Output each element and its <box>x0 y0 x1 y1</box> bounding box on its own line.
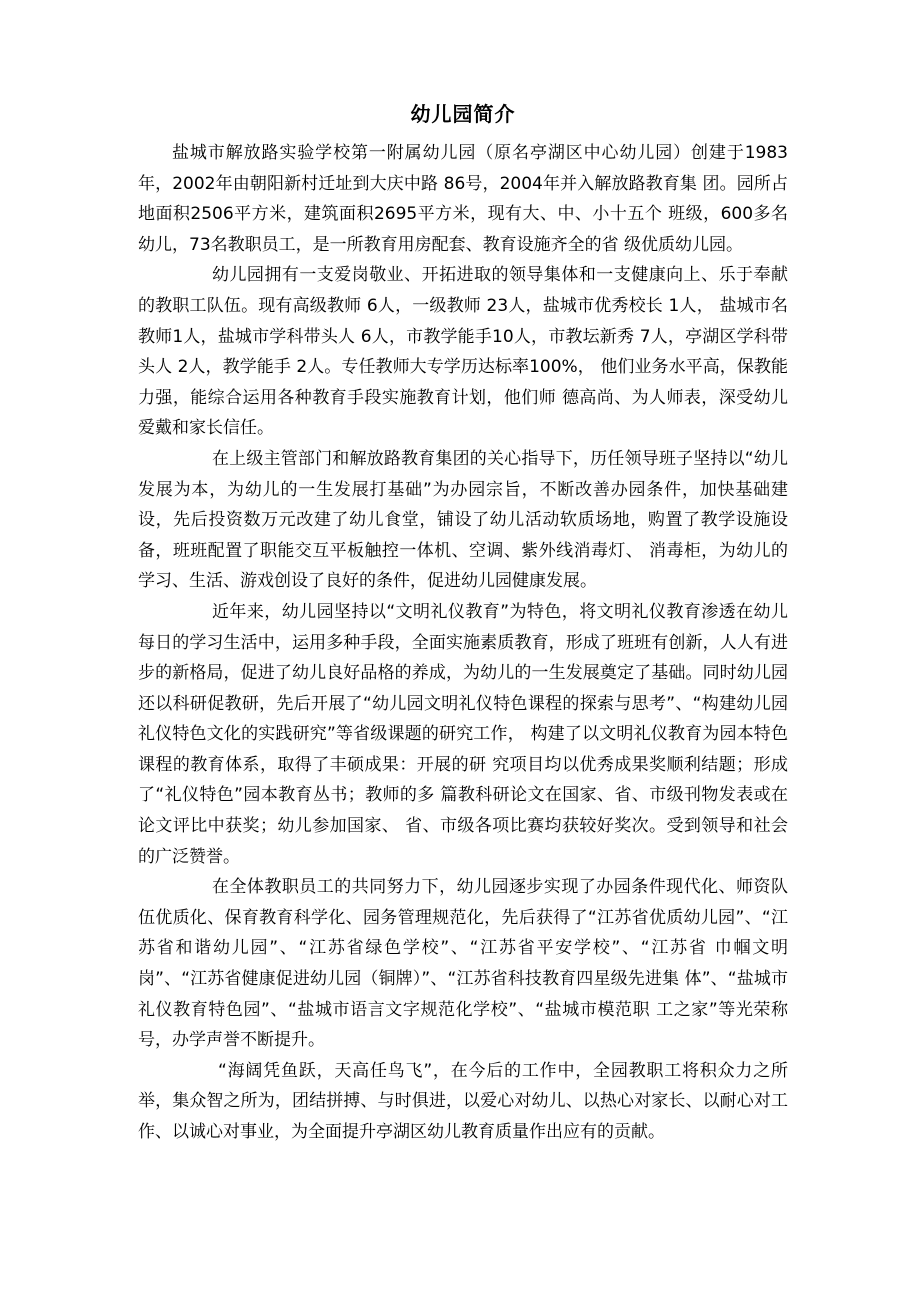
paragraph-honors: 在全体教职员工的共同努力下，幼儿园逐步实现了办园条件现代化、师资队伍优质化、保育教育科学化、园务管理规范化，先后获得了“江苏省优质幼儿园”、“江苏省和谐幼儿园”、“江苏省绿色学校”、“江苏省平安学校”、“江苏省 巾帼文明岗”、“江苏省健康促进幼儿园（铜牌）”、“江苏省科技教育四星级先进集 体”、“盐城市礼仪教育特色园”、“盐城市语言文字规范化学校”、“盐城市模范职 工之家”等光荣称号，办学声誉不断提升。 <box>138 877 788 1051</box>
paragraph-outlook: “海阔凭鱼跃，天高任鸟飞”，在今后的工作中，全园教职工将积众力之所举，集众智之所为，团结拼搏、与时俱进，以爱心对幼儿、以热心对家长、以耐心对工作、以诚心对事业，为全面提升亭湖区幼儿教育质量作出应有的贡献。 <box>138 1060 788 1142</box>
paragraph-facilities: 在上级主管部门和解放路教育集团的关心指导下，历任领导班子坚持以“幼儿发展为本，为幼儿的一生发展打基础”为办园宗旨，不断改善办园条件，加快基础建设，先后投资数万元改建了幼儿食堂，铺设了幼儿活动软质场地，购置了教学设施设备，班班配置了职能交互平板触控一体机、空调、紫外线消毒灯、 消毒柜，为幼儿的学习、生活、游戏创设了良好的条件，促进幼儿园健康发展。 <box>138 448 788 592</box>
paragraph-staff: 幼儿园拥有一支爱岗敬业、开拓进取的领导集体和一支健康向上、乐于奉献的教职工队伍。现有高级教师 6人，一级教师 23人，盐城市优秀校长 1人， 盐城市名教师1人，盐城市学科带头人 6人，市教学能手10人，市教坛新秀 7人，亭湖区学科带头人 2人，教学能手 2人。专任教师大专学历达标率100%， 他们业务水平高，保教能力强，能综合运用各种教育手段实施教育计划，他们师 德高尚、为人师表，深受幼儿爱戴和家长信任。 <box>138 265 788 439</box>
paragraph-etiquette-education: 近年来，幼儿园坚持以“文明礼仪教育”为特色，将文明礼仪教育渗透在幼儿每日的学习生活中，运用多种手段，全面实施素质教育，形成了班班有创新，人人有进步的新格局，促进了幼儿良好品格的养成，为幼儿的一生发展奠定了基础。同时幼儿园还以科研促教研，先后开展了“幼儿园文明礼仪特色课程的探索与思考”、“构建幼儿园礼仪特色文化的实践研究”等省级课题的研究工作， 构建了以文明礼仪教育为园本特色课程的教育体系，取得了丰硕成果：开展的研 究项目均以优秀成果奖顺利结题；形成了“礼仪特色”园本教育丛书；教师的多 篇教科研论文在国家、省、市级刊物发表或在论文评比中获奖；幼儿参加国家、 省、市级各项比赛均获较好奖次。受到领导和社会的广泛赞誉。 <box>138 601 788 867</box>
page-title: 幼儿园简介 <box>410 102 516 126</box>
paragraph-history: 盐城市解放路实验学校第一附属幼儿园（原名亭湖区中心幼儿园）创建于1983年，2002年由朝阳新村迁址到大庆中路 86号，2004年并入解放路教育集 团。园所占地面积2506平方米，建筑面积2695平方米，现有大、中、小十五个 班级，600多名幼儿，73名教职员工，是一所教育用房配套、教育设施齐全的省 级优质幼儿园。 <box>138 143 788 255</box>
document-page <box>138 96 788 1148</box>
